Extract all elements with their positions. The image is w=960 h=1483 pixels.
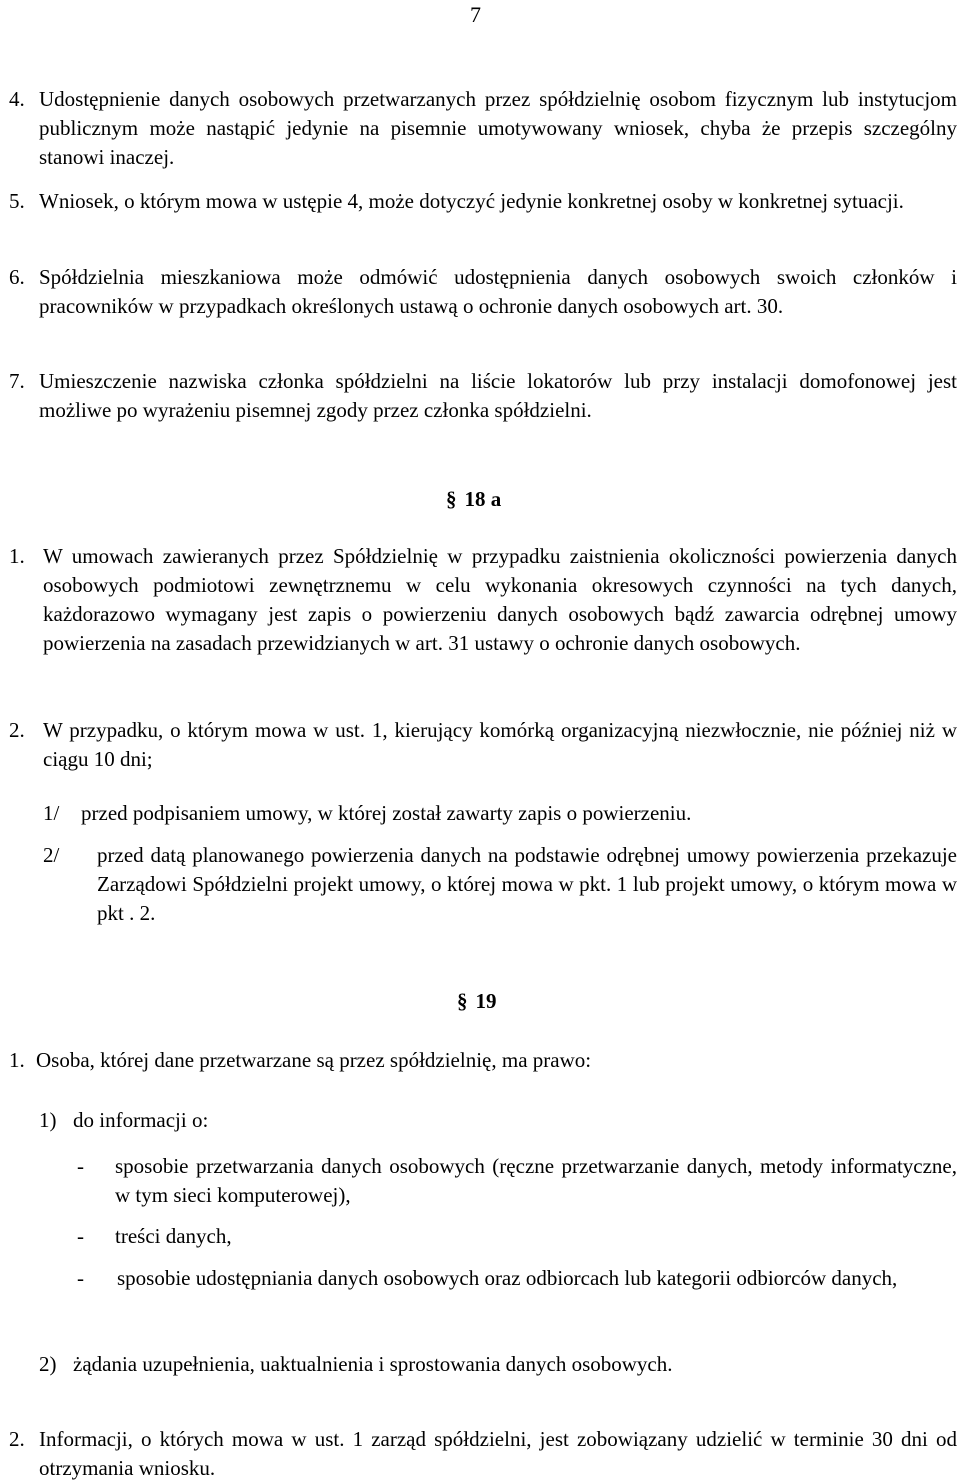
section-sign: §: [446, 487, 457, 511]
paragraph-4-text: Udostępnienie danych osobowych przetwarzanych przez spółdzielnię osobom fizycznym lub instytucjom publicznym może nastąpić jedynie na pisemnie umotywowany wniosek, chyba że przepis szczególny stanowi inaczej.: [39, 87, 957, 169]
s18a-subitem-2-number: 2/: [43, 843, 60, 867]
s19-subitem-2-text: żądania uzupełnienia, uaktualnienia i sprostowania danych osobowych.: [73, 1352, 673, 1376]
s19-dash-3: -: [77, 1266, 84, 1290]
s18a-item-1-text: W umowach zawieranych przez Spółdzielnię w przypadku zaistnienia okoliczności powierzenia danych osobowych podmiotowi zewnętrznemu w celu wykonania okresowych czynności na tych danych, każdorazowo wymagany jest zapis o powierzeniu danych osobowych bądź zawarcia odrębnej umowy powierzenia na zasadach przewidzianych w art. 31 ustawy o ochronie danych osobowych.: [43, 544, 957, 655]
paragraph-4-number: 4.: [9, 87, 25, 111]
s18a-subitem-1-text: przed podpisaniem umowy, w której został zawarty zapis o powierzeniu.: [81, 801, 692, 825]
s18a-subitem-1-number: 1/: [43, 801, 60, 825]
s19-item-1-number: 1.: [9, 1048, 25, 1072]
paragraph-7-text: Umieszczenie nazwiska członka spółdzielni na liście lokatorów lub przy instalacji domofonowej jest możliwe po wyrażeniu pisemnej zgody przez członka spółdzielni.: [39, 369, 957, 422]
s19-item-1-text: Osoba, której dane przetwarzane są przez spółdzielnię, ma prawo:: [36, 1048, 592, 1072]
section-19-label: 19: [475, 989, 497, 1013]
page-number: 7: [470, 2, 481, 27]
paragraph-5-number: 5.: [9, 189, 25, 213]
s19-subitem-1-text: do informacji o:: [73, 1108, 209, 1132]
s18a-item-1-number: 1.: [9, 544, 25, 568]
s19-dash-1-text: sposobie przetwarzania danych osobowych (ręczne przetwarzanie danych, metody informatyczne, w tym sieci komputerowej),: [115, 1154, 957, 1207]
section-19-heading: [457, 987, 497, 1016]
s19-dash-1: -: [77, 1154, 84, 1178]
section-18a-heading: [446, 485, 501, 514]
s19-item-2-number: 2.: [9, 1427, 25, 1451]
paragraph-6-text: Spółdzielnia mieszkaniowa może odmówić udostępnienia danych osobowych swoich członków i pracowników w przypadkach określonych ustawą o ochronie danych osobowych art. 30.: [39, 265, 957, 318]
s19-dash-2: -: [77, 1224, 84, 1248]
s18a-item-2-text: W przypadku, o którym mowa w ust. 1, kierujący komórką organizacyjną niezwłocznie, nie później niż w ciągu 10 dni;: [43, 718, 957, 771]
s19-subitem-2-number: 2): [39, 1352, 57, 1376]
s19-dash-2-text: treści danych,: [115, 1224, 232, 1248]
s19-subitem-1-number: 1): [39, 1108, 57, 1132]
s19-item-2-text: Informacji, o których mowa w ust. 1 zarząd spółdzielni, jest zobowiązany udzielić w terminie 30 dni od otrzymania wniosku.: [39, 1427, 957, 1480]
section-18a-label: 18 a: [464, 487, 502, 511]
paragraph-5-text: Wniosek, o którym mowa w ustępie 4, może dotyczyć jedynie konkretnej osoby w konkretnej sytuacji.: [39, 189, 904, 213]
s18a-item-2-number: 2.: [9, 718, 25, 742]
paragraph-7-number: 7.: [9, 369, 25, 393]
paragraph-6-number: 6.: [9, 265, 25, 289]
s18a-subitem-2-text: przed datą planowanego powierzenia danych na podstawie odrębnej umowy powierzenia przekazuje Zarządowi Spółdzielni projekt umowy, o której mowa w pkt. 1 lub projekt umowy, o którym mowa w pkt . 2.: [97, 843, 957, 925]
section-sign: §: [457, 989, 468, 1013]
s19-dash-3-text: sposobie udostępniania danych osobowych oraz odbiorcach lub kategorii odbiorców danych,: [117, 1266, 898, 1290]
